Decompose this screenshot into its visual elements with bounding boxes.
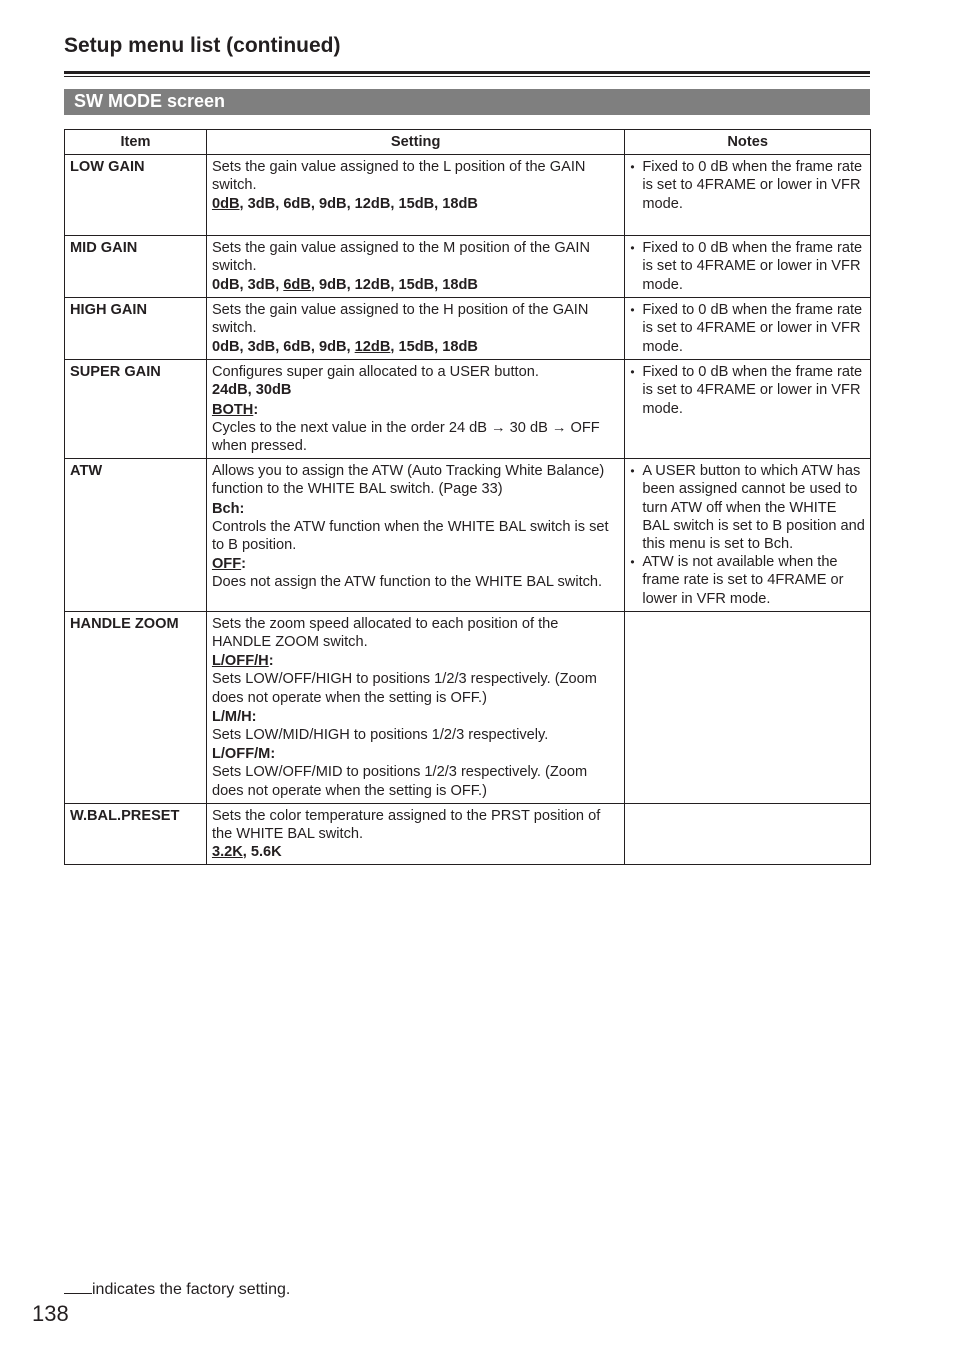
note-item: • ATW is not available when the frame rate is set to 4FRAME or lower in VFR mode. — [630, 553, 865, 608]
note-item: • Fixed to 0 dB when the frame rate is set to 4FRAME or lower in VFR mode. — [630, 301, 865, 356]
table-row — [65, 236, 871, 298]
notes-low-gain — [625, 155, 871, 236]
sub-option — [212, 652, 619, 670]
options-rest: , 15dB, 18dB — [390, 338, 478, 355]
setting-options — [212, 276, 619, 294]
item-low-gain: LOW GAIN — [65, 155, 207, 236]
setting-high-gain — [206, 298, 624, 360]
header-notes: Notes — [625, 130, 871, 155]
sub-option — [212, 500, 619, 518]
setting-options — [212, 195, 619, 213]
item-super-gain: SUPER GAIN — [65, 360, 207, 459]
factory-default: 6dB — [283, 276, 311, 293]
section-title: SW MODE screen — [64, 89, 870, 115]
sub-option-colon: : — [268, 653, 274, 670]
note-item: • Fixed to 0 dB when the frame rate is set to 4FRAME or lower in VFR mode. — [630, 239, 865, 294]
footnote-text: indicates the factory setting. — [92, 1281, 291, 1298]
sub-option-text: Controls the ATW function when the WHITE BAL switch is set to B position. — [211, 518, 609, 554]
item-high-gain: HIGH GAIN — [65, 298, 207, 360]
table-row — [65, 155, 871, 236]
item-mid-gain: MID GAIN — [65, 236, 207, 298]
sub-option — [212, 745, 619, 763]
sub-option-colon: : — [253, 401, 259, 418]
title-rule-thin — [64, 76, 870, 77]
sub-option-colon: : — [241, 556, 247, 573]
page-number: 138 — [32, 1301, 69, 1326]
sub-option — [212, 401, 619, 419]
setting-wbal-preset — [206, 803, 624, 865]
item-atw: ATW — [65, 459, 207, 612]
setting-description: Sets the gain value assigned to the M position of the GAIN switch. — [211, 240, 590, 275]
sub-option — [212, 555, 619, 573]
table-row — [65, 360, 871, 459]
options-rest: , 3dB, 6dB, 9dB, 12dB, 15dB, 18dB — [239, 195, 478, 212]
note-item: • Fixed to 0 dB when the frame rate is set to 4FRAME or lower in VFR mode. — [630, 158, 865, 213]
notes-atw — [625, 459, 871, 612]
setting-description: Sets the gain value assigned to the L position of the GAIN switch. — [211, 159, 586, 194]
setting-description: Sets the gain value assigned to the H position of the GAIN switch. — [211, 302, 589, 337]
note-item: • Fixed to 0 dB when the frame rate is set to 4FRAME or lower in VFR mode. — [630, 363, 865, 418]
options-before: 0dB, 3dB, — [211, 276, 284, 293]
notes-mid-gain — [625, 236, 871, 298]
setting-mid-gain — [206, 236, 624, 298]
sub-option-label: BOTH — [211, 401, 254, 418]
setting-description: Configures super gain allocated to a USER button. — [211, 364, 539, 381]
table-row — [65, 803, 871, 865]
setting-options — [212, 338, 619, 356]
table-row — [65, 459, 871, 612]
sub-option-label: L/M/H: — [211, 708, 257, 725]
sub-option-text: Does not assign the ATW function to the WHITE BAL switch. — [211, 574, 603, 591]
notes-handle-zoom — [625, 611, 871, 803]
notes-high-gain — [625, 298, 871, 360]
sub-option-text: Cycles to the next value in the order 24 dB → 30 dB → OFF when pressed. — [211, 419, 600, 455]
title-rule-thick — [64, 71, 870, 74]
table-row — [65, 298, 871, 360]
setting-atw — [206, 459, 624, 612]
setting-low-gain — [206, 155, 624, 236]
table-row — [65, 611, 871, 803]
table-header-row — [65, 130, 871, 155]
header-item: Item — [65, 130, 207, 155]
note-item: • A USER button to which ATW has been assigned cannot be used to turn ATW off when the WHITE BAL switch is set to B position and this menu is set to Bch. — [630, 462, 865, 553]
options-rest: , 9dB, 12dB, 15dB, 18dB — [310, 276, 478, 293]
setting-options: 24dB, 30dB — [211, 382, 292, 399]
item-wbal-preset: W.BAL.PRESET — [65, 803, 207, 865]
sub-option-text: Sets LOW/OFF/HIGH to positions 1/2/3 respectively. (Zoom does not operate when the setting is OFF.) — [211, 671, 597, 706]
sub-option-label: OFF — [211, 556, 242, 573]
setting-description: Allows you to assign the ATW (Auto Tracking White Balance) function to the WHITE BAL switch. (Page 33) — [211, 463, 605, 498]
sub-option-label: Bch: — [211, 500, 245, 517]
setting-handle-zoom — [206, 611, 624, 803]
setting-super-gain — [206, 360, 624, 459]
options-before: 0dB, 3dB, 6dB, 9dB, — [211, 338, 355, 355]
underline-sample — [64, 1279, 92, 1294]
notes-super-gain — [625, 360, 871, 459]
sub-option-label: L/OFF/M: — [211, 746, 276, 763]
factory-default: 3.2K — [211, 844, 243, 861]
header-setting: Setting — [206, 130, 624, 155]
setting-description: Sets the color temperature assigned to the PRST position of the WHITE BAL switch. — [211, 807, 601, 843]
options-rest: , 5.6K — [242, 844, 282, 861]
sub-option-label: L/OFF/H — [211, 653, 269, 670]
factory-default: 12dB — [354, 338, 391, 355]
setting-description: Sets the zoom speed allocated to each position of the HANDLE ZOOM switch. — [211, 615, 559, 651]
factory-default: 0dB — [211, 195, 240, 212]
sub-option — [212, 708, 619, 726]
notes-wbal-preset — [625, 803, 871, 865]
page-title: Setup menu list (continued) — [64, 34, 341, 57]
sub-option-text: Sets LOW/OFF/MID to positions 1/2/3 respectively. (Zoom does not operate when the setting is OFF.) — [211, 764, 588, 799]
sub-option-text: Sets LOW/MID/HIGH to positions 1/2/3 respectively. — [211, 727, 549, 744]
setting-options — [212, 843, 619, 861]
sw-mode-table — [64, 129, 871, 865]
item-handle-zoom: HANDLE ZOOM — [65, 611, 207, 803]
footnote — [64, 1279, 290, 1299]
